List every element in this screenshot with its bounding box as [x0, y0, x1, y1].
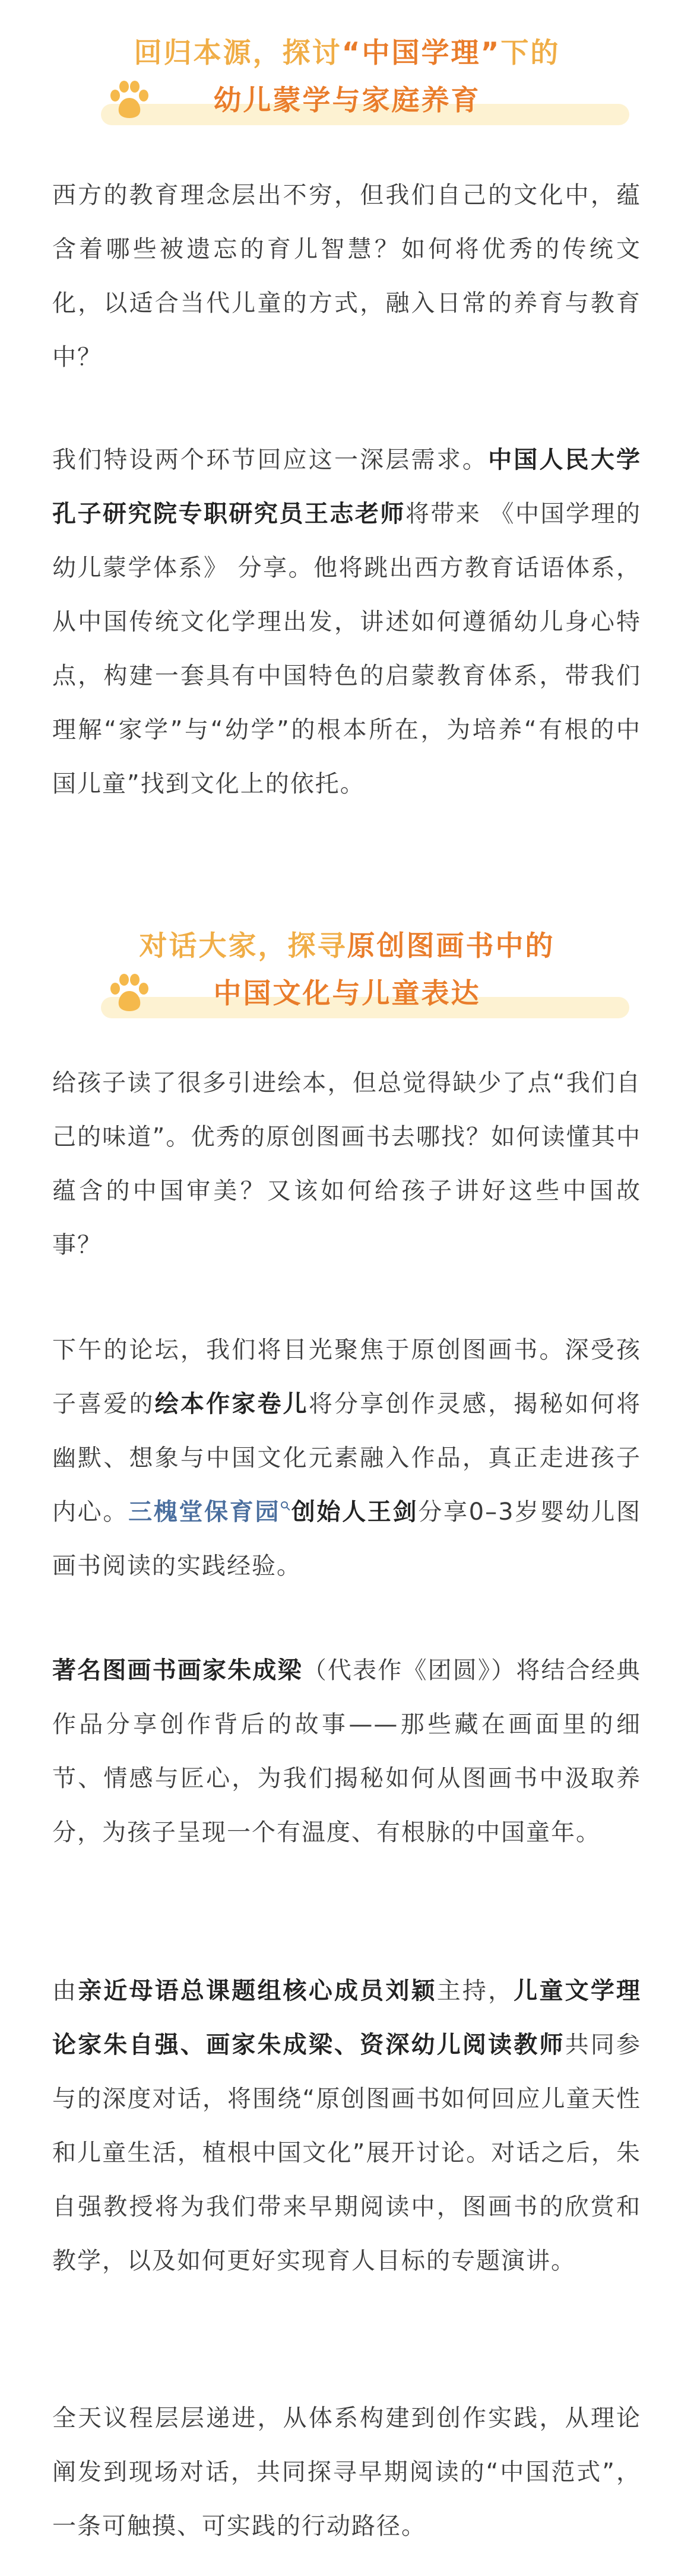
heading-text: 对话大家，探寻 [139, 930, 347, 963]
paragraph-intro-1: 西方的教育理念层出不穷，但我们自己的文化中，蕴含着哪些被遗忘的育儿智慧？如何将优秀的传统文化，以适合当代儿童的方式，融入日常的养育与教育中？ [52, 182, 641, 371]
section-heading-1 [0, 24, 694, 136]
paragraph-picturebook-2 [52, 1323, 641, 1593]
paragraph-text: 共同参与的深度对话，将围绕“原创图画书如何回应儿童天性和儿童生活，植根中国文化”展开讨论。对话之后，朱自强教授将为我们带来早期阅读中，图画书的欣赏和教学，以及如何更好实现育人目标的专题演讲。 [52, 2031, 642, 2275]
paragraph-dialogue [52, 1964, 641, 2288]
section-heading-line1 [0, 36, 694, 71]
paragraph-text: 分享0–3岁婴幼儿图画书阅读的实践经验。 [52, 1498, 642, 1580]
section-heading-line2: 中国文化与儿童表达 [213, 977, 481, 1010]
section-heading-2 [0, 917, 694, 1030]
paragraph-summary: 全天议程层层递进，从体系构建到创作实践，从理论阐发到现场对话，共同探寻早期阅读的“中国范式”，一条可触摸、可实践的行动路径。 [52, 2405, 641, 2540]
speaker-name: 儿童文学理论家朱自强、画家朱成梁、资深幼儿阅读教师 [52, 1977, 642, 2059]
paragraph-text: 将分享创作灵感，揭秘如何将幽默、想象与中国文化元素融入作品，真正走进孩子内心。 [52, 1390, 642, 1526]
paragraph-picturebook-1: 给孩子读了很多引进绘本，但总觉得缺少了点“我们自己的味道”。优秀的原创图画书去哪找？如何读懂其中蕴含的中国审美？又该如何给孩子讲好这些中国故事？ [52, 1069, 641, 1259]
paragraph-text: 由 [52, 1977, 78, 2005]
heading-highlight-text: 原创图画书中的 [347, 930, 555, 963]
speaker-name: 绘本作家卷儿 [154, 1390, 309, 1418]
paragraph-text: 我们特设两个环节回应这一深层需求。 [52, 446, 489, 474]
speaker-name: 创始人王剑 [291, 1498, 419, 1526]
speaker-name: 中国人民大学孔子研究院专职研究员王志老师 [52, 446, 642, 528]
section-heading-line2: 幼儿蒙学与家庭养育 [213, 84, 481, 117]
heading-highlight-text: “中国学理” [341, 37, 501, 69]
heading-text: 下的 [500, 37, 560, 69]
paragraph-text: 将带来 《中国学理的幼儿蒙学体系》 分享。他将跳出西方教育话语体系，从中国传统文化学理出发，讲述如何遵循幼儿身心特点，构建一套具有中国特色的启蒙教育体系，带我们理解“家学”与“幼学”的根本所在，为培养“有根的中国儿童”找到文化上的依托。 [52, 500, 642, 798]
paragraph-picturebook-3 [52, 1644, 641, 1860]
section-heading-line1 [0, 929, 694, 964]
speaker-name: 亲近母语总课题组核心成员刘颖 [78, 1977, 437, 2005]
paragraph-text: 主持， [436, 1977, 514, 2005]
search-icon[interactable] [280, 1501, 291, 1511]
org-link[interactable]: 三槐堂保育园 [128, 1498, 281, 1526]
heading-text: 回归本源，探讨 [134, 37, 342, 69]
speaker-name: 著名图画书画家朱成梁 [52, 1657, 303, 1684]
paragraph-text: （代表作《团圆》）将结合经典作品分享创作背后的故事——那些藏在画面里的细节、情感与匠心，为我们揭秘如何从图画书中汲取养分，为孩子呈现一个有温度、有根脉的中国童年。 [52, 1657, 642, 1846]
paragraph-text: 下午的论坛，我们将目光聚焦于原创图画书。深受孩子喜爱的 [52, 1336, 641, 1418]
paragraph-intro-2 [52, 433, 641, 811]
